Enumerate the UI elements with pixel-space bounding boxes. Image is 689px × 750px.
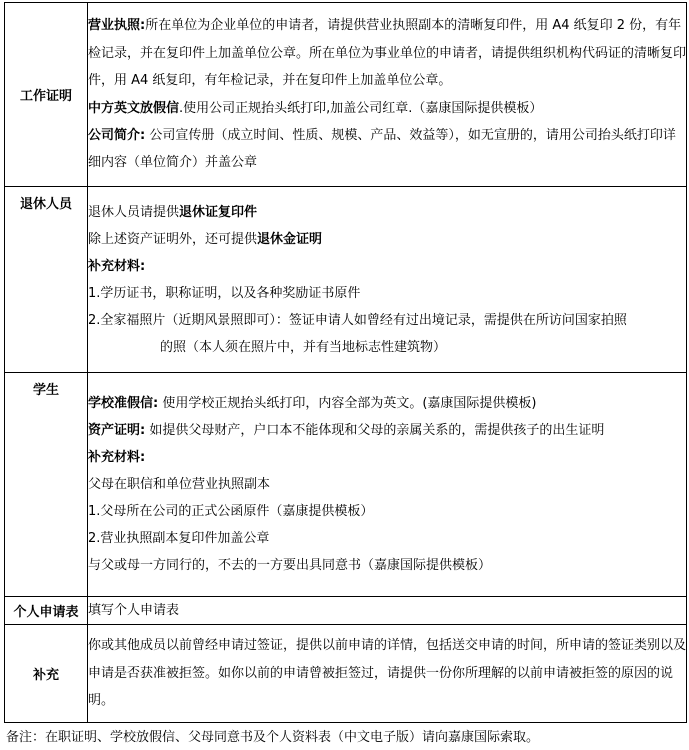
- application-header: 个人申请表: [5, 597, 88, 625]
- asset-proof-text: 如提供父母财产，户口本不能体现和父母的亲属关系的，需提供孩子的出生证明: [145, 423, 605, 438]
- requirements-table: [4, 2, 687, 723]
- footer-note: 备注：在职证明、学校放假信、父母同意书及个人资料表（中文电子版）请向嘉康国际索取。: [6, 730, 540, 745]
- student-supplement-label: 补充材料:: [88, 450, 146, 465]
- retired-item-2-cont: 的照（本人须在照片中，并有当地标志性建筑物）: [160, 339, 447, 355]
- school-leave-text: 使用学校正规抬头纸打印，内容全部为英文。(嘉康国际提供模板): [158, 396, 537, 411]
- company-intro-text: 公司宣传册（成立时间、性质、规模、产品、效益等），如无宣册的，请用公司抬头纸打印详细内容（单位简介）并盖公章: [88, 127, 676, 171]
- asset-proof-label: 资产证明:: [88, 423, 146, 438]
- retired-line-1: [88, 199, 686, 226]
- license-text: 所在单位为企业单位的申请者，请提供营业执照副本的清晰复印件，用 A4 纸复印 2 份，有年检记录，并在复印件上加盖单位公章。所在单位为事业单位的申请者，请提供组织机构代码证的清晰复印件，用 A4 纸复印，有年检记录，并在复印件上加盖单位公章。: [88, 18, 687, 89]
- student-row: [5, 373, 687, 597]
- consent-line: 与父或母一方同行的，不去的一方要出具同意书（嘉康国际提供模板）: [88, 558, 492, 573]
- retired-header: 退休人员: [5, 187, 88, 373]
- application-text: 填写个人申请表: [88, 603, 180, 618]
- supplement-row: [5, 625, 687, 723]
- retired-line-2-text: 除上述资产证明外，还可提供: [88, 231, 258, 247]
- retired-certificate-copy: 退休证复印件: [179, 204, 258, 220]
- pension-proof: 退休金证明: [257, 231, 323, 247]
- parents-docs-line: 父母在职信和单位营业执照副本: [88, 477, 271, 492]
- retired-row: [5, 187, 687, 373]
- license-label: 营业执照:: [88, 18, 146, 34]
- asset-proof-line: [88, 417, 686, 444]
- student-item-1: 1.父母所在公司的正式公函原件（嘉康提供模板）: [88, 504, 374, 519]
- retired-supplement-label: 补充材料:: [88, 258, 146, 274]
- company-intro-paragraph: [88, 122, 686, 177]
- work-row: [5, 3, 687, 187]
- leave-letter-text: .使用公司正规抬头纸打印,加盖公司红章.（嘉康国际提供模板）: [179, 100, 543, 116]
- school-leave-line: [88, 390, 686, 417]
- retired-item-2: 2.全家福照片（近期风景照即可）：签证申请人如曾经有过出境记录，需提供在所访问国家拍照: [88, 312, 627, 328]
- leave-letter-label: 中方英文放假信: [88, 100, 180, 116]
- retired-line-2: [88, 226, 686, 253]
- application-row: [5, 597, 687, 625]
- application-content: [88, 597, 687, 625]
- student-content: [88, 373, 687, 597]
- student-item-2: 2.营业执照副本复印件加盖公章: [88, 531, 270, 546]
- student-header: 学生: [5, 373, 88, 597]
- license-paragraph: [88, 12, 686, 95]
- school-leave-label: 学校准假信:: [88, 396, 159, 411]
- company-intro-label: 公司简介:: [88, 127, 146, 143]
- supplement-content: [88, 625, 687, 723]
- work-content: [88, 3, 687, 187]
- retired-content: [88, 187, 687, 373]
- retired-item-1: 1.学历证书，职称证明，以及各种奖励证书原件: [88, 285, 361, 301]
- work-header: 工作证明: [5, 3, 88, 187]
- supplement-header: 补充: [5, 625, 88, 723]
- supplement-text: 你或其他成员以前曾经申请过签证，提供以前申请的详情，包括送交申请的时间，所申请的签证类别以及申请是否获准被拒签。如你以前的申请曾被拒签过，请提供一份你所理解的以前申请被拒签的原因的说明。: [88, 638, 687, 709]
- leave-letter-line: [88, 95, 686, 122]
- retired-line-1-text: 退休人员请提供: [88, 204, 180, 220]
